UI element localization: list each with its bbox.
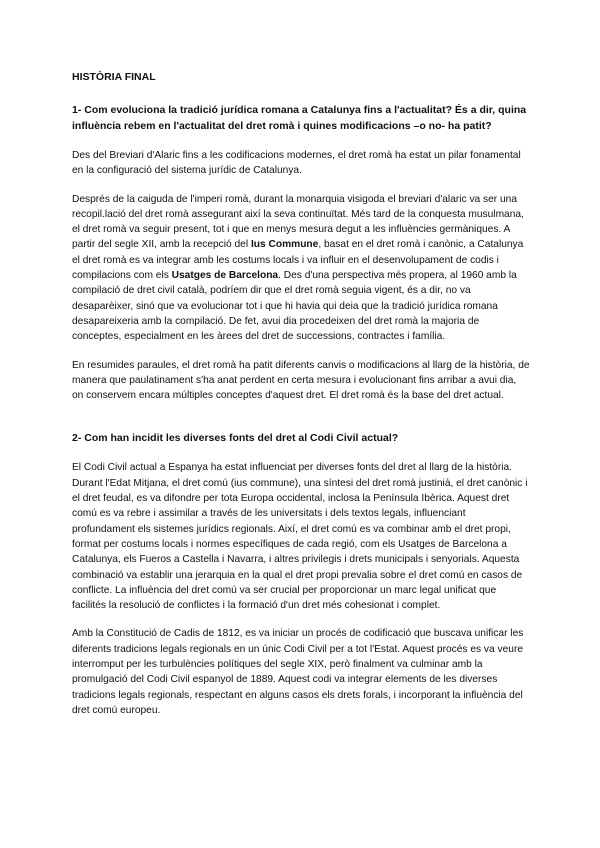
- usatges-term: Usatges de Barcelona: [171, 270, 279, 282]
- question-2: 2- Com han incidit les diverses fonts del dret al Codi Civil actual?: [72, 432, 399, 445]
- paragraph-4: El Codi Civil actual a Espanya ha estat influenciat per diverses fonts del dret al llarg de la història. Durant l'Edat Mitjana, el dret comú (ius commune), una síntesi del dret romà justinià, el dret canònic i el dret feudal, es va difondre per tota Europa occidental, inclosa la Península Ibèrica. Aquest dret comú es va rebre i assimilar a través de les universitats i dels textos legals, influenciant profundament els sistemes jurídics regionals. Així, el dret comú es va combinar amb el dret propi, format per costums locals i normes específiques de cada regió, com els Usatges de Barcelona a Catalunya, els Fueros a Castella i Navarra, i altres privilegis i drets municipals i senyorials. Aquesta combinació va establir una jerarquia en la qual el dret propi prevalia sobre el dret comú en casos de conflicte. La influència del dret comú va ser crucial per proporcionar un marc legal unificat que facilités la resolució de conflictes i la formació d'un dret més cohesionat i complet.: [72, 462, 528, 612]
- question-1: 1- Com evoluciona la tradició jurídica romana a Catalunya fins a l'actualitat? És a dir, quina influència rebem en l'actualitat del dret romà i quines modificacions –o no- ha patit?: [72, 104, 527, 132]
- paragraph-2-part-3: . Des d'una perspectiva més propera, al 1960 amb la compilació de dret civil català, podríem dir que el dret romà seguia vigent, és a dir, no va desaparèixer, sinó que va evolucionar tot i que hi havia qui deia que la tradició jurídica romana desapareixeria amb la compilació. De fet, avui dia procedeixen del dret romà la majoria de conceptes, especialment en les àrees del dret de successions, contractes i família.: [72, 270, 517, 343]
- section-gap: [72, 416, 530, 430]
- paragraph-2: [72, 192, 530, 345]
- ius-commune-term: Ius Commune: [250, 239, 319, 251]
- paragraph-5: Amb la Constitució de Cadis de 1812, es va iniciar un procés de codificació que buscava unificar les diferents tradicions legals regionals en un únic Codi Civil per a tot l'Estat. Aquest procés es va veure interromput per les turbulències polítiques del segle XIX, però finalment va culminar amb la promulgació del Codi Civil espanyol de 1889. Aquest codi va integrar elements de les diverses tradicions legals regionals, respectant en alguns casos els drets forals, i incorporant la influència del dret comú europeu.: [72, 628, 524, 716]
- paragraph-2-part-1: Després de la caiguda de l'imperi romà, durant la monarquia visigoda el breviari d'alaric va ser una recopil.lació del dret romà assegurant així la seva continuïtat. Més tard de la conquesta musulmana, el dret romà va seguir present, tot i que en menys mesura degut a les influències germàniques. A partir del segle XII, amb la recepció del: [72, 193, 524, 251]
- paragraph-1: Des del Breviari d'Alaric fins a les codificacions modernes, el dret romà ha estat un pilar fonamental en la configuració del sistema jurídic de Catalunya.: [72, 150, 521, 177]
- paragraph-3: En resumides paraules, el dret romà ha patit diferents canvis o modificacions al llarg de la història, de manera que paulatinament s'ha anat perdent en certa mesura i evolucionant fins arribar a avui dia, on conservem encara múltiples conceptes d'aquest dret. El dret romà és la base del dret actual.: [72, 359, 530, 402]
- paragraph-2-part-2: , basat en el dret romà i canònic, a Catalunya el dret romà es va integrar amb les costums locals i va influir en el desenvolupament de codis i compilacions com els: [72, 239, 524, 282]
- document-title: HISTÒRIA FINAL: [72, 71, 156, 83]
